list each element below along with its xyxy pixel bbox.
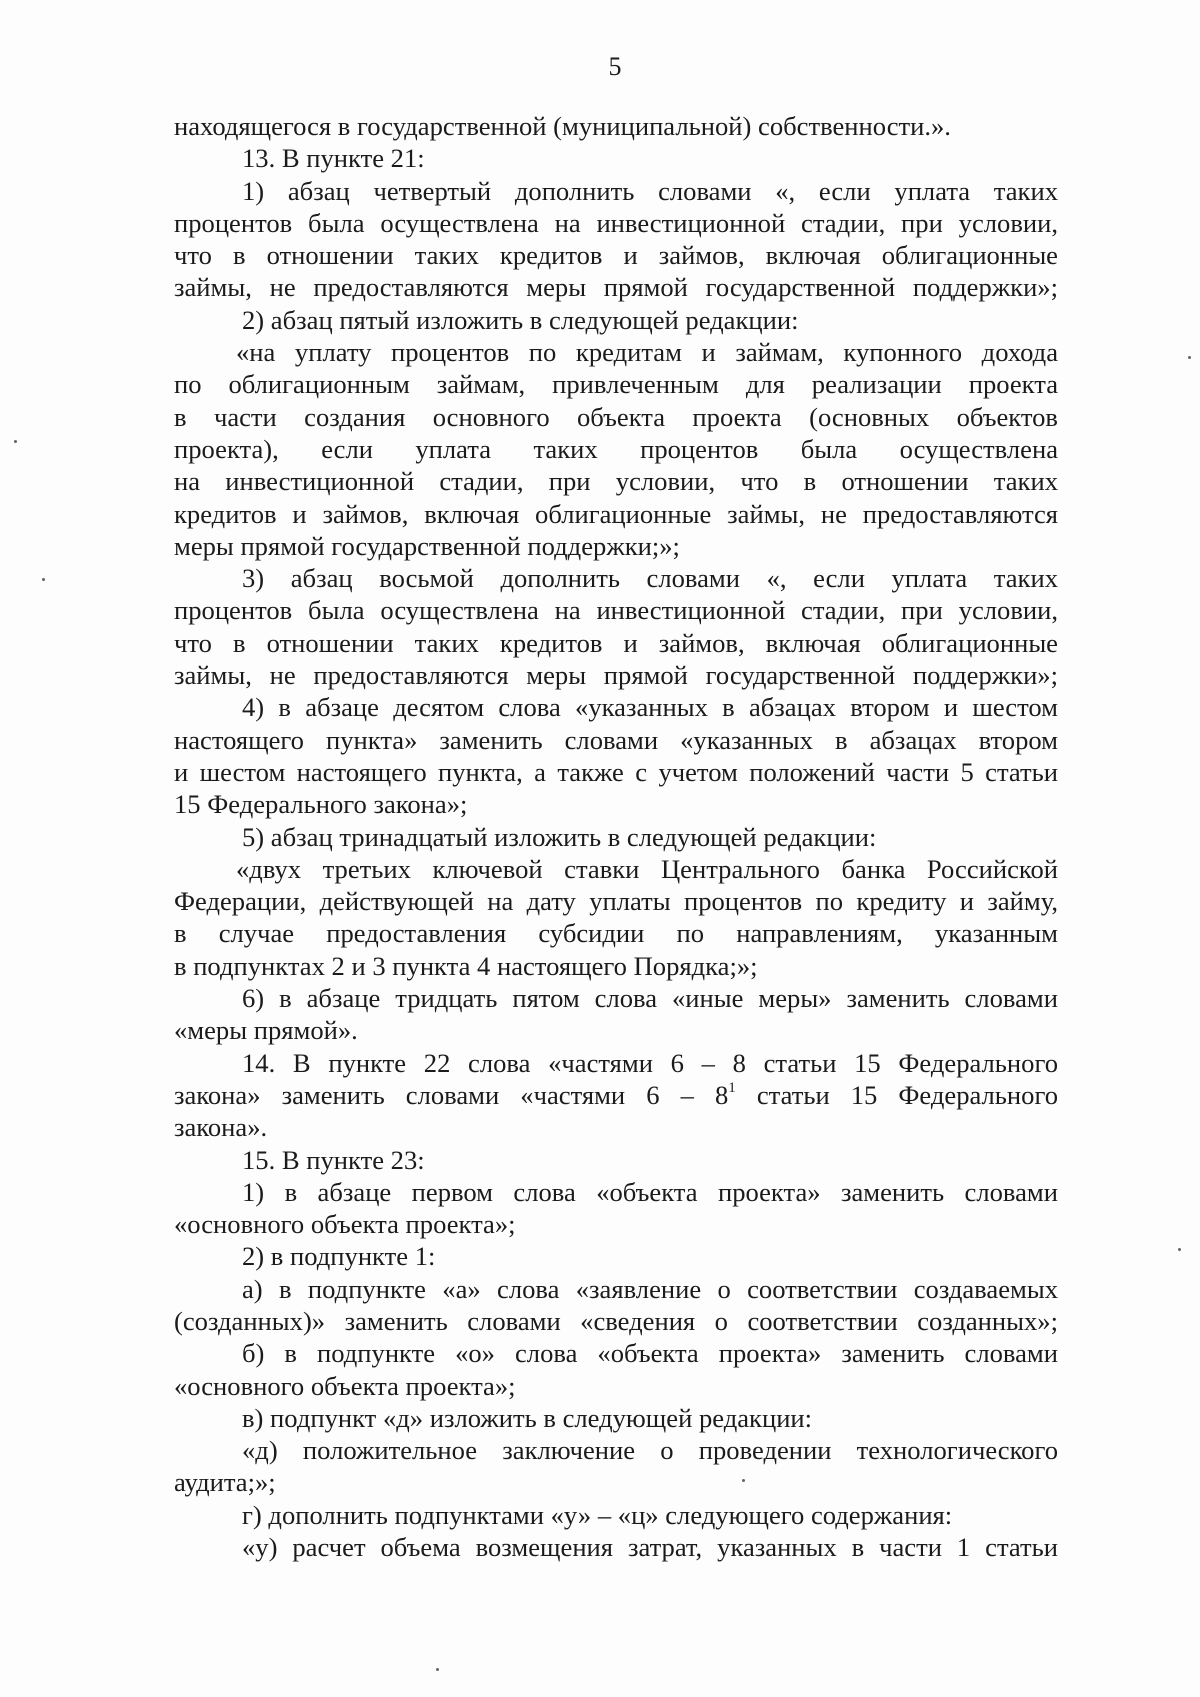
text-line: а) в подпункте «а» слова «заявление о соответствии создаваемых [242,1273,1058,1304]
text-line: 1) абзац четвертый дополнить словами «, если уплата таких [242,175,1058,206]
text-line: 2) абзац пятый изложить в следующей редакции: [242,304,799,335]
text-line: 6) в абзаце тридцать пятом слова «иные меры» заменить словами [242,983,1058,1014]
superscript: 1 [728,1079,736,1096]
text-line: Федерации, действующей на дату уплаты процентов по кредиту и займу, [174,886,1058,917]
text-line: и шестом настоящего пункта, а также с учетом положений части 5 статьи [174,756,1058,787]
text-line: «основного объекта проекта»; [174,1209,516,1240]
text-line: 15 Федерального закона»; [174,789,468,820]
text-line: настоящего пункта» заменить словами «указанных в абзацах втором [174,724,1058,755]
text-line: в подпунктах 2 и 3 пункта 4 настоящего Порядка;»; [174,950,758,981]
text-line: 13. В пункте 21: [242,143,425,174]
document-body [174,110,1058,1563]
text-line: аудита;»; [174,1467,276,1498]
text-line: в) подпункт «д» изложить в следующей редакции: [242,1402,813,1433]
text-line: в части создания основного объекта проекта (основных объектов [174,401,1058,432]
scan-speck [1178,1248,1181,1251]
text-line: процентов была осуществлена на инвестиционной стадии, при условии, [174,595,1058,626]
scan-speck [42,578,45,581]
text-line: 5) абзац тринадцатый изложить в следующей редакции: [242,821,877,852]
text-line: «меры прямой». [174,1015,358,1046]
text-line: в случае предоставления субсидии по направлениям, указанным [174,918,1058,949]
text-line: «д) положительное заключение о проведении технологического [242,1435,1058,1466]
text-line: г) дополнить подпунктами «у» – «ц» следующего содержания: [242,1499,953,1530]
text-line: «двух третьих ключевой ставки Центрального банка Российской [236,853,1058,884]
scan-speck [742,1479,745,1482]
text-line: (созданных)» заменить словами «сведения о соответствии созданных»; [174,1305,1058,1336]
text-line: проекта), если уплата таких процентов была осуществлена [174,433,1058,464]
text-line: займы, не предоставляются меры прямой государственной поддержки»; [174,660,1058,691]
page-number: 5 [608,52,622,81]
text-line: «основного объекта проекта»; [174,1370,516,1401]
text-line: «на уплату процентов по кредитам и займам, купонного дохода [236,337,1058,368]
text-line: б) в подпункте «о» слова «объекта проекта» заменить словами [242,1338,1058,1369]
text-line: займы, не предоставляются меры прямой государственной поддержки»; [174,272,1058,303]
text-line: процентов была осуществлена на инвестиционной стадии, при условии, [174,207,1058,238]
text-line: что в отношении таких кредитов и займов, включая облигационные [174,240,1058,271]
text-line-with-superscript [174,1079,1058,1111]
text-line: 4) в абзаце десятом слова «указанных в абзацах втором и шестом [242,692,1058,723]
text-line: меры прямой государственной поддержки;»; [174,530,680,561]
scan-speck [436,1668,439,1671]
text-fragment: статьи 15 Федерального [756,1079,1058,1110]
scan-speck [14,440,17,443]
text-fragment: закона» заменить словами «частями 6 – 8 [174,1079,729,1110]
text-line: 1) в абзаце первом слова «объекта проекта» заменить словами [242,1176,1058,1207]
text-line: находящегося в государственной (муниципальной) собственности.». [174,111,951,141]
text-line: 15. В пункте 23: [242,1144,425,1175]
text-line: на инвестиционной стадии, при условии, что в отношении таких [174,466,1058,497]
text-line: 14. В пункте 22 слова «частями 6 – 8 статьи 15 Федерального [242,1047,1058,1078]
scan-speck [1188,356,1191,359]
text-line: «у) расчет объема возмещения затрат, указанных в части 1 статьи [242,1532,1058,1563]
text-line: 3) абзац восьмой дополнить словами «, если уплата таких [242,563,1058,594]
text-line: по облигационным займам, привлеченным для реализации проекта [174,369,1058,400]
text-line: 2) в подпункте 1: [242,1241,436,1272]
text-line: что в отношении таких кредитов и займов, включая облигационные [174,627,1058,658]
text-line: закона». [174,1112,268,1143]
text-line: кредитов и займов, включая облигационные займы, не предоставляются [174,498,1058,529]
